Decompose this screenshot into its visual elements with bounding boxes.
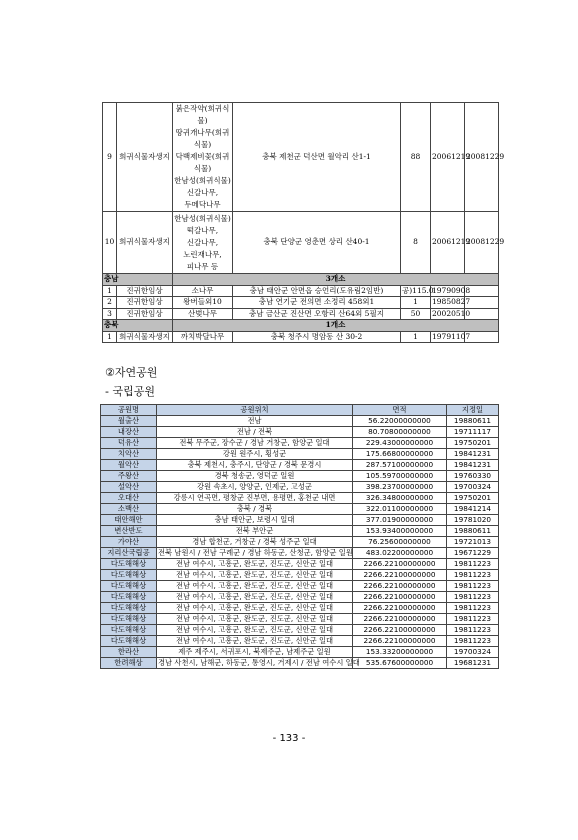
park-area: 2266.22100000000 (353, 625, 447, 636)
row-number: 1 (103, 331, 117, 343)
table-header-row (101, 405, 499, 416)
species-line: 신갈나무, (186, 237, 219, 247)
area: 88 (401, 103, 431, 212)
site-type: 진귀한임상 (117, 308, 173, 320)
natural-park-heading: ②자연공원 (105, 366, 158, 379)
table-row (101, 504, 499, 515)
park-location: 전남 여수시, 고흥군, 완도군, 진도군, 신안군 일대 (157, 559, 353, 570)
group-row-chungnam (103, 274, 499, 286)
designation-date: 19811223 (447, 636, 499, 647)
park-name: 태안해안 (101, 515, 157, 526)
designation-date: 19790908 (432, 285, 471, 295)
park-area: 2266.22100000000 (353, 636, 447, 647)
park-location: 강원 원주시, 횡성군 (157, 449, 353, 460)
species-line: 두메닥나무 (184, 200, 221, 209)
designation-date: 20061219 (431, 212, 465, 274)
table-row (101, 603, 499, 614)
park-area: 175.66800000000 (353, 449, 447, 460)
designation-date: 19811223 (447, 603, 499, 614)
park-location: 충남 태안군, 보령시 일대 (157, 515, 353, 526)
park-name: 가야산 (101, 537, 157, 548)
designation-date: 19811223 (447, 592, 499, 603)
park-name: 월악산 (101, 460, 157, 471)
species-line: 한남성(희귀식물) (174, 213, 231, 223)
location: 충남 연기군 전의면 소정리 458외1 (233, 297, 401, 309)
designation-date: 20061219 (431, 103, 465, 212)
table-row (101, 449, 499, 460)
park-location: 경남 합천군, 거창군 / 경북 성주군 일대 (157, 537, 353, 548)
header-date: 지정일 (447, 405, 499, 416)
park-location: 전남 / 전북 (157, 427, 353, 438)
area: 1 (401, 297, 431, 309)
park-area: 483.02200000000 (353, 548, 447, 559)
table-row (103, 285, 499, 297)
park-name: 덕유산 (101, 438, 157, 449)
park-location: 전남 여수시, 고흥군, 완도군, 진도군, 신안군 일대 (157, 614, 353, 625)
park-location: 전남 (157, 416, 353, 427)
location: 충북 단양군 영춘면 상리 산40-1 (233, 212, 401, 274)
park-area: 398.23700000000 (353, 482, 447, 493)
designation-date: 19700324 (447, 647, 499, 658)
location: 충북 청주시 명암동 산 30-2 (233, 331, 401, 343)
table-row (101, 548, 499, 559)
table-row (103, 308, 499, 320)
designation-date: 19681231 (447, 658, 499, 669)
park-name: 한려해상 (101, 658, 157, 669)
park-name: 변산반도 (101, 526, 157, 537)
page-number: - 133 - (272, 733, 306, 744)
table-row (103, 331, 499, 343)
area: 1 (401, 331, 431, 343)
table-row (101, 581, 499, 592)
location: 충북 제천군 덕산면 월악리 산1-1 (233, 103, 401, 212)
area: 공)115.0 (402, 285, 434, 295)
designation-date: 19811223 (447, 625, 499, 636)
park-location: 전북 남원시 / 전남 구례군 / 경남 하동군, 산청군, 함양군 일원 (158, 548, 353, 557)
park-location: 전남 여수시, 고흥군, 완도군, 진도군, 신안군 일대 (157, 625, 353, 636)
park-location: 강릉시 연곡면, 평창군 진부면, 용평면, 홍천군 내면 (157, 493, 353, 504)
group-row-chungbuk (103, 320, 499, 332)
national-park-table (100, 404, 499, 669)
row-number: 9 (103, 103, 117, 212)
park-location: 경북 청송군, 영덕군 일원 (157, 471, 353, 482)
table-row (101, 515, 499, 526)
park-area: 535.67600000000 (353, 658, 447, 669)
species-line: 신갈나무, (186, 188, 219, 197)
designation-date: 19841231 (447, 460, 499, 471)
row-number: 10 (103, 212, 117, 274)
park-area: 153.93400000000 (353, 526, 447, 537)
park-area: 229.43000000000 (353, 438, 447, 449)
header-park-name: 공원명 (101, 405, 157, 416)
designation-date: 19811223 (447, 581, 499, 592)
designation-date: 19880611 (447, 416, 499, 427)
species-line: 피나무 등 (186, 261, 219, 271)
species-list (173, 103, 233, 212)
park-area: 322.01100000000 (353, 504, 447, 515)
species-line: 붉은작약(희귀식물) (175, 104, 230, 125)
species-line: 닥백제비꽃(희귀식물) (175, 152, 230, 173)
table-row (101, 658, 499, 669)
table-row (101, 427, 499, 438)
header-park-location: 공원위치 (157, 405, 353, 416)
designation-date: 19811223 (447, 614, 499, 625)
park-location: 전남 여수시, 고흥군, 완도군, 진도군, 신안군 일대 (157, 603, 353, 614)
site-type: 희귀식물자생지 (117, 212, 173, 274)
park-location: 전북 무주군, 장수군 / 경남 거창군, 함양군 일대 (157, 438, 353, 449)
designation-date: 19880611 (447, 526, 499, 537)
table-row (101, 438, 499, 449)
table-row (101, 570, 499, 581)
park-area: 56.22000000000 (353, 416, 447, 427)
table-row (101, 636, 499, 647)
park-location: 충북 제천시, 충주시, 단양군 / 경북 문경시 (157, 460, 353, 471)
species-line: 떡갈나무, (186, 225, 219, 235)
table-row (101, 460, 499, 471)
second-date: 20081229 (465, 103, 499, 212)
site-type: 희귀식물자생지 (117, 331, 173, 343)
park-location: 전남 여수시, 고흥군, 완도군, 진도군, 신안군 일대 (157, 581, 353, 592)
park-location: 경남 사천시, 남해군, 하동군, 통영시, 거제시 / 전남 여수시 일대 (158, 658, 360, 667)
designation-date: 19721013 (447, 537, 499, 548)
park-area: 2266.22100000000 (353, 570, 447, 581)
table-row (101, 416, 499, 427)
area: 8 (401, 212, 431, 274)
site-type: 진귀한임상 (117, 297, 173, 309)
table-row (101, 526, 499, 537)
park-name: 내장산 (101, 427, 157, 438)
park-name: 다도해해상 (101, 570, 157, 581)
park-area: 2266.22100000000 (353, 559, 447, 570)
species-list (173, 212, 233, 274)
designation-date: 19711117 (447, 427, 499, 438)
park-location: 전남 여수시, 고흥군, 완도군, 진도군, 신안군 일대 (157, 636, 353, 647)
designation-date: 19811223 (447, 570, 499, 581)
park-location: 충북 / 경북 (157, 504, 353, 515)
national-park-heading: - 국립공원 (105, 385, 155, 398)
site-type: 희귀식물자생지 (117, 103, 173, 212)
park-area: 2266.22100000000 (353, 614, 447, 625)
park-name: 다도해해상 (101, 614, 157, 625)
area: 50 (401, 308, 431, 320)
species: 소나무 (173, 285, 233, 297)
table-row (101, 625, 499, 636)
park-location: 전북 부안군 (157, 526, 353, 537)
table-row (101, 471, 499, 482)
designation-date: 19781020 (447, 515, 499, 526)
group-count: 1개소 (173, 320, 499, 332)
row-number: 2 (103, 297, 117, 309)
park-name: 다도해해상 (101, 581, 157, 592)
table-row (101, 482, 499, 493)
designation-date: 19841231 (447, 449, 499, 460)
table-row (103, 297, 499, 309)
park-name: 오대산 (101, 493, 157, 504)
park-name: 다도해해상 (101, 636, 157, 647)
location: 충남 금산군 진산면 오항리 산64외 5필지 (233, 308, 401, 320)
table-row (101, 647, 499, 658)
table-row (101, 493, 499, 504)
table-row (101, 537, 499, 548)
park-name: 지리산국립공 (101, 548, 157, 559)
group-count: 3개소 (173, 274, 499, 286)
park-area: 105.59700000000 (353, 471, 447, 482)
park-name: 다도해해상 (101, 625, 157, 636)
park-name: 한라산 (101, 647, 157, 658)
row-number: 3 (103, 308, 117, 320)
park-area: 153.33200000000 (353, 647, 447, 658)
park-name: 다도해해상 (101, 592, 157, 603)
header-area: 면적 (353, 405, 447, 416)
park-location: 전남 여수시, 고흥군, 완도군, 진도군, 신안군 일대 (157, 570, 353, 581)
rare-plant-table (102, 102, 505, 343)
park-name: 소백산 (101, 504, 157, 515)
park-area: 377.01900000000 (353, 515, 447, 526)
park-name: 치악산 (101, 449, 157, 460)
designation-date: 19841214 (447, 504, 499, 515)
park-location: 전남 여수시, 고흥군, 완도군, 진도군, 신안군 일대 (157, 592, 353, 603)
second-date: 20081229 (465, 212, 499, 274)
park-name: 월출산 (101, 416, 157, 427)
species: 산벚나무 (173, 308, 233, 320)
park-area: 76.25600000000 (353, 537, 447, 548)
table-row (103, 212, 499, 274)
designation-date: 19760330 (447, 471, 499, 482)
designation-date: 19750201 (447, 493, 499, 504)
table-row (101, 559, 499, 570)
park-location: 강원 속초시, 양양군, 인제군, 고성군 (157, 482, 353, 493)
park-location: 제주 제주시, 서귀포시, 북제주군, 남제주군 일원 (157, 647, 353, 658)
species-line: 땅귀개나무(희귀식물) (175, 128, 230, 149)
designation-date: 19850827 (432, 297, 471, 306)
designation-date: 19811223 (447, 559, 499, 570)
table-row (103, 103, 499, 212)
park-area: 326.34800000000 (353, 493, 447, 504)
park-area: 2266.22100000000 (353, 603, 447, 614)
park-area: 2266.22100000000 (353, 581, 447, 592)
row-number: 1 (103, 285, 117, 297)
species-line: 노린재나무, (183, 249, 222, 259)
park-name: 다도해해상 (101, 603, 157, 614)
park-area: 2266.22100000000 (353, 592, 447, 603)
designation-date: 19750201 (447, 438, 499, 449)
table-row (101, 592, 499, 603)
designation-date: 19700324 (447, 482, 499, 493)
site-type: 진귀한임상 (117, 285, 173, 297)
park-area: 287.57100000000 (353, 460, 447, 471)
species: 왕버들외10 (173, 297, 233, 309)
park-area: 80.70800000000 (353, 427, 447, 438)
park-name: 다도해해상 (101, 559, 157, 570)
park-name: 설악산 (101, 482, 157, 493)
species-line: 한남성(희귀식물) (174, 176, 231, 185)
designation-date: 20020510 (432, 308, 471, 318)
designation-date: 19791107 (432, 331, 471, 341)
species: 까치박달나무 (173, 331, 233, 343)
location: 충남 태안군 안면읍 승언리(도유림2임반) (233, 285, 401, 297)
group-label: 충남 (103, 274, 173, 286)
designation-date: 19671229 (447, 548, 499, 559)
group-label: 충북 (103, 320, 173, 332)
park-name: 주왕산 (101, 471, 157, 482)
table-row (101, 614, 499, 625)
